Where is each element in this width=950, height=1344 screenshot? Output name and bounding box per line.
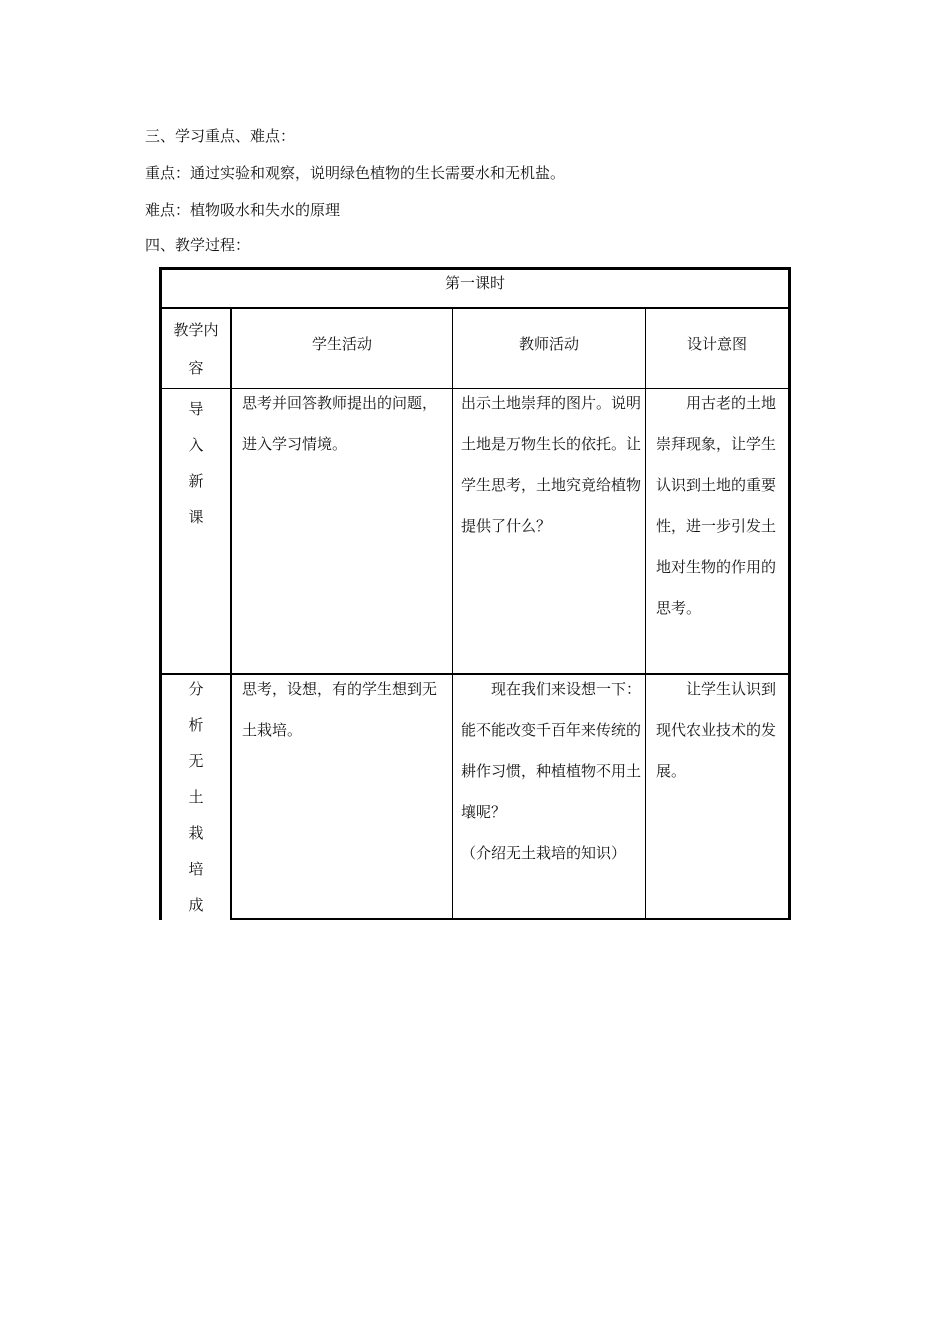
header-teacher-activity: 教师活动 <box>518 335 579 353</box>
header-design-intent: 设计意图 <box>686 335 747 353</box>
row1-content-char: 课 <box>188 508 204 526</box>
table-bottom-partial <box>231 918 791 920</box>
row2-content <box>160 671 232 923</box>
row2-teacher-activity <box>461 669 641 874</box>
col-divider-3 <box>645 307 646 920</box>
header-student-activity: 学生活动 <box>311 335 372 353</box>
row2-content-char: 分 <box>188 680 204 698</box>
lesson-plan-table <box>159 267 791 920</box>
row2-teacher-text: 现在我们来设想一下：能不能改变千百年来传统的耕作习惯，种植植物不用土壤呢？ <box>461 680 642 821</box>
row2-content-char: 析 <box>188 716 204 734</box>
row1-teacher-activity: 出示土地崇拜的图片。说明土地是万物生长的依托。让学生思考，土地究竟给植物提供了什么？ <box>461 394 642 535</box>
header-content <box>160 311 232 387</box>
col-divider-2 <box>452 307 453 920</box>
row2-content-char: 栽 <box>188 824 204 842</box>
row1-content-char: 入 <box>188 436 204 454</box>
header-content-line1: 教学内 <box>173 321 219 339</box>
row1-content-char: 导 <box>188 400 204 418</box>
key-point-text: 重点：通过实验和观察，说明绿色植物的生长需要水和无机盐。 <box>145 164 566 182</box>
header-content-line2: 容 <box>188 359 204 377</box>
row1-design-intent: 用古老的土地崇拜现象，让学生认识到土地的重要性，进一步引发土地对生物的作用的思考。 <box>656 394 777 617</box>
section-heading-process: 四、教学过程： <box>145 236 251 254</box>
difficulty-text: 难点：植物吸水和失水的原理 <box>145 201 341 219</box>
row2-teacher-note: （介绍无土栽培的知识） <box>461 844 627 862</box>
table-border-right <box>788 267 791 920</box>
row2-student-activity: 思考，设想，有的学生想到无土栽培。 <box>242 680 438 739</box>
section-heading-focus: 三、学习重点、难点： <box>145 127 296 145</box>
row1-content-char: 新 <box>188 472 204 490</box>
table-title: 第一课时 <box>444 274 505 292</box>
row2-content-char: 无 <box>188 752 204 770</box>
row2-content-char: 成 <box>188 896 204 914</box>
row1-content <box>160 391 232 535</box>
row1-student-activity: 思考并回答教师提出的问题，进入学习情境。 <box>242 394 438 453</box>
row2-content-char: 培 <box>188 860 204 878</box>
row2-content-char: 土 <box>188 788 204 806</box>
row2-design-intent: 让学生认识到现代农业技术的发展。 <box>656 680 777 780</box>
